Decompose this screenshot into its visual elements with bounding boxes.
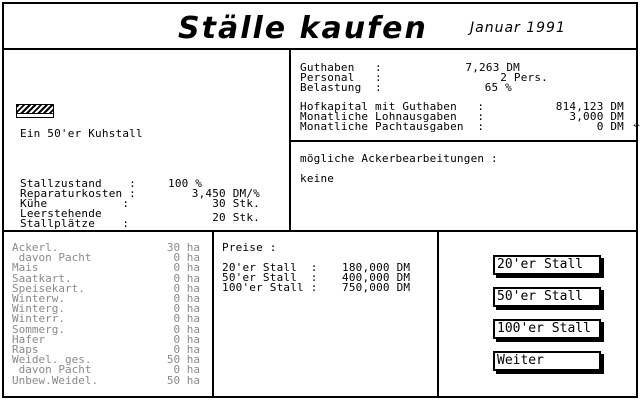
divider-bottom-2 <box>437 230 439 396</box>
stall-stat-label: Leerstehende <box>20 207 102 220</box>
field-label: Winterr. <box>12 312 65 326</box>
prices-title: Preise : <box>222 241 277 254</box>
stall-name: Ein 50'er Kuhstall <box>20 127 143 140</box>
field-value: 0 ha <box>173 343 200 356</box>
buy-20-stall-button[interactable]: 20'er Stall <box>493 255 601 275</box>
field-value: 0 ha <box>173 271 200 285</box>
belastung-label: Belastung : <box>300 81 382 94</box>
stall-stat-value: 100 % <box>168 177 203 190</box>
field-label: Mais <box>12 261 39 275</box>
field-label: Hafer <box>12 332 46 346</box>
field-label: Speisekart. <box>12 281 85 295</box>
belastung-value: 65 % <box>484 81 512 94</box>
field-value: 0 ha <box>173 281 200 295</box>
field-label: davon Pacht <box>12 251 92 265</box>
field-label: Saatkart. <box>12 271 72 285</box>
divider-right-top <box>289 140 636 142</box>
field-label: davon Pacht <box>12 363 92 377</box>
field-value: 0 ha <box>173 251 200 265</box>
field-label: Weidel. ges. <box>12 353 92 367</box>
acker-value: keine <box>300 172 335 185</box>
guthaben-label: Guthaben : <box>300 61 382 74</box>
guthaben-value: 7,263 DM <box>465 61 520 74</box>
field-value: 0 ha <box>173 261 200 275</box>
hofkapital-value: 814,123 DM <box>555 100 624 113</box>
lohnausgaben-value: 3,000 DM <box>569 110 624 123</box>
mouse-cursor-icon: ⌖ <box>633 118 640 132</box>
stall-stat-value: 20 Stk. <box>212 211 260 224</box>
personal-value: 2 Pers. <box>500 71 548 84</box>
price-label: 50'er Stall : <box>222 271 318 284</box>
field-value: 30 ha <box>166 241 200 254</box>
hofkapital-label: Hofkapital mit Guthaben : <box>300 100 485 113</box>
divider-bottom-1 <box>212 230 214 396</box>
price-label: 100'er Stall : <box>222 281 318 294</box>
pachtausgaben-label: Monatliche Pachtausgaben : <box>300 120 485 133</box>
field-value: 50 ha <box>166 373 200 387</box>
pachtausgaben-value: 0 DM <box>596 120 624 133</box>
price-value: 400,000 DM <box>342 271 411 284</box>
field-value: 0 ha <box>173 332 200 346</box>
field-value: 0 ha <box>173 312 200 326</box>
buy-100-stall-button[interactable]: 100'er Stall <box>493 319 601 339</box>
acker-title: mögliche Ackerbearbeitungen : <box>300 152 498 165</box>
field-value: 0 ha <box>173 302 200 316</box>
barn-icon <box>16 104 54 114</box>
stall-stat-label: Kühe : <box>20 197 130 210</box>
stall-stat-value: 3,450 DM/% <box>191 187 260 200</box>
field-value: 50 ha <box>166 353 200 367</box>
page-title: Ställe kaufen <box>178 11 428 46</box>
buy-50-stall-button[interactable]: 50'er Stall <box>493 287 601 307</box>
field-label: Sommerg. <box>12 322 65 336</box>
price-value: 750,000 DM <box>342 281 411 294</box>
stall-stat-label: Stallzustand : <box>20 177 136 190</box>
price-label: 20'er Stall : <box>222 261 318 274</box>
stall-stat-label: Stallplätze : <box>20 217 130 230</box>
field-label: Raps <box>12 343 39 356</box>
field-label: Winterw. <box>12 292 65 305</box>
field-value: 0 ha <box>173 363 200 377</box>
field-label: Ackerl. <box>12 241 59 254</box>
divider-bottom <box>2 230 636 232</box>
weiter-button[interactable]: Weiter <box>493 351 601 371</box>
stall-stat-value: 30 Stk. <box>212 197 260 210</box>
field-value: 0 ha <box>173 292 200 305</box>
field-label: Unbew.Weidel. <box>12 373 99 387</box>
field-label: Winterg. <box>12 302 65 316</box>
stall-stat-label: Reparaturkosten : <box>20 187 136 200</box>
field-value: 0 ha <box>173 322 200 336</box>
personal-label: Personal : <box>300 71 382 84</box>
price-value: 180,000 DM <box>342 261 411 274</box>
divider-header <box>2 48 636 50</box>
lohnausgaben-label: Monatliche Lohnausgaben : <box>300 110 485 123</box>
game-date: Januar 1991 <box>470 20 566 36</box>
